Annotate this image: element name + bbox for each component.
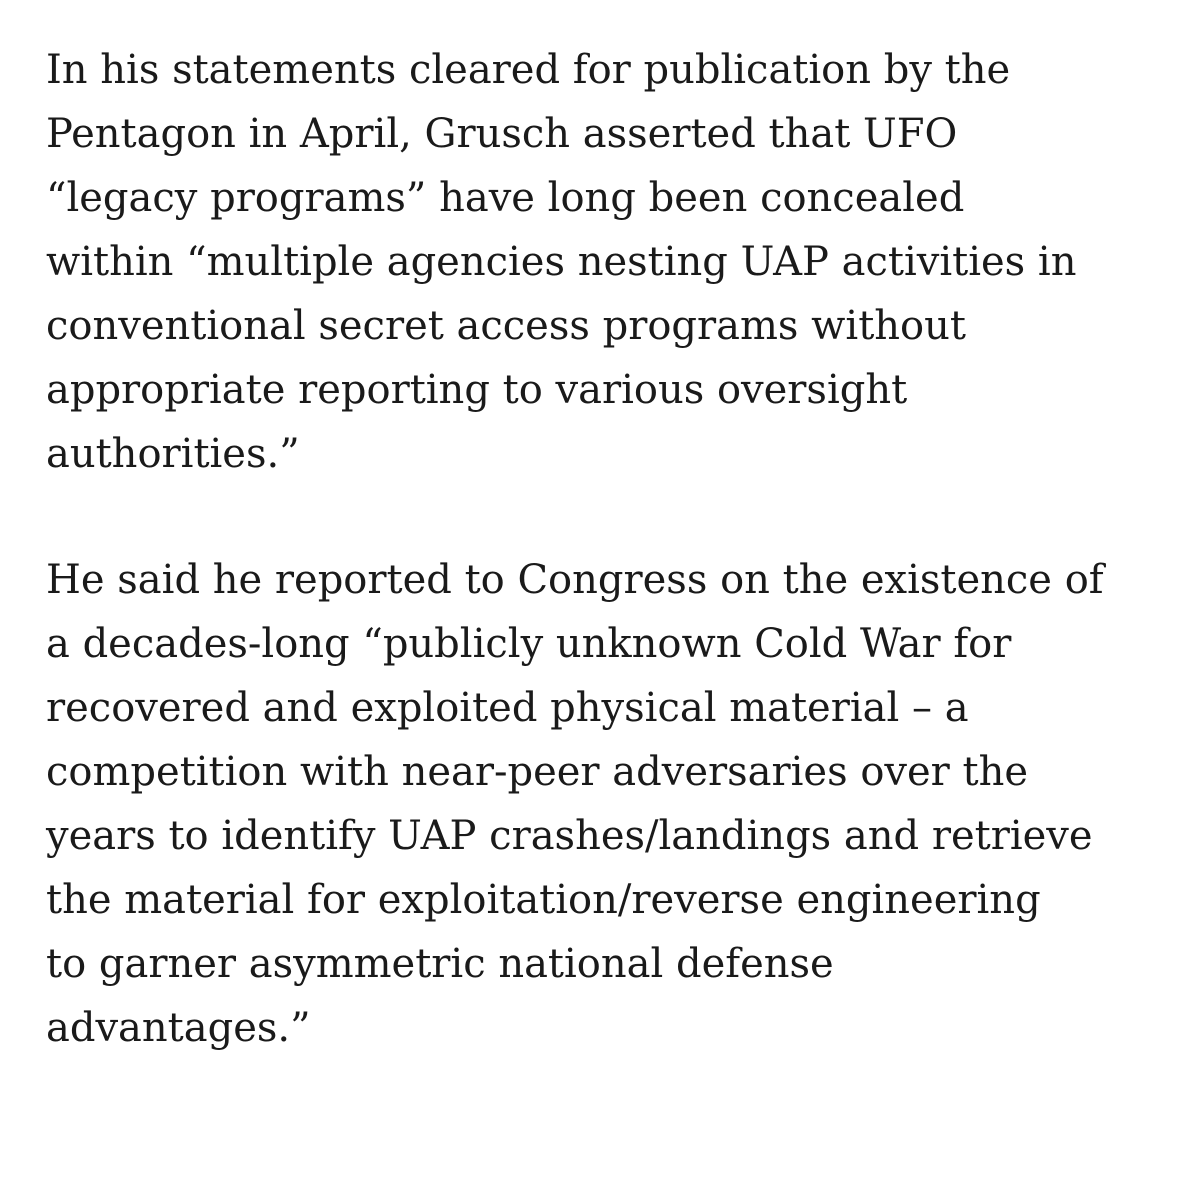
paragraph-line: He said he reported to Congress on the existence of	[46, 557, 1104, 603]
paragraph-line: Pentagon in April, Grusch asserted that UFO	[46, 111, 958, 157]
paragraph-line: authorities.”	[46, 431, 300, 477]
article-paragraph-2	[46, 548, 1166, 1060]
paragraph-line: the material for exploitation/reverse engineering	[46, 877, 1041, 923]
article-body	[46, 38, 1166, 1060]
paragraph-line: “legacy programs” have long been concealed	[46, 175, 965, 221]
paragraph-line: a decades-long “publicly unknown Cold War for	[46, 621, 1012, 667]
paragraph-line: to garner asymmetric national defense	[46, 941, 834, 987]
paragraph-line: conventional secret access programs without	[46, 303, 966, 349]
paragraph-line: In his statements cleared for publication by the	[46, 47, 1011, 93]
article-paragraph-1	[46, 38, 1166, 486]
paragraph-line: competition with near-peer adversaries over the	[46, 749, 1029, 795]
paragraph-line: appropriate reporting to various oversight	[46, 367, 908, 413]
paragraph-line: advantages.”	[46, 1005, 311, 1051]
paragraph-line: recovered and exploited physical material – a	[46, 685, 969, 731]
paragraph-line: within “multiple agencies nesting UAP activities in	[46, 239, 1077, 285]
paragraph-line: years to identify UAP crashes/landings and retrieve	[46, 813, 1093, 859]
